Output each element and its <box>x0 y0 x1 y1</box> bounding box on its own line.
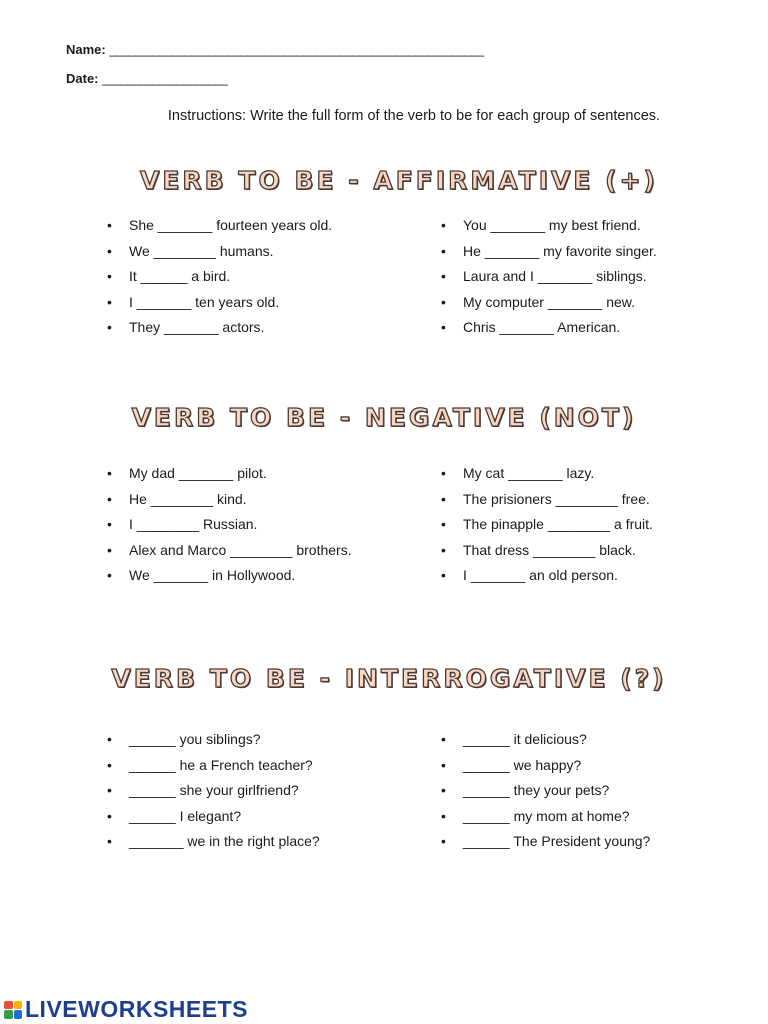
section-title-affirmative: VERB TO BE - AFFIRMATIVE (+) <box>140 166 658 195</box>
logo-square-1 <box>4 1001 13 1010</box>
list-item[interactable]: • ______ I elegant? <box>107 807 320 833</box>
list-item[interactable]: • The pinapple ________ a fruit. <box>441 515 653 541</box>
list-item[interactable]: • She _______ fourteen years old. <box>107 216 332 242</box>
list-item[interactable]: • ______ it delicious? <box>441 730 650 756</box>
affirmative-left-list <box>107 216 332 344</box>
list-item[interactable]: • Chris _______ American. <box>441 318 657 344</box>
interrogative-left-list <box>107 730 320 858</box>
liveworksheets-logo[interactable] <box>4 996 248 1023</box>
list-item[interactable]: • My computer _______ new. <box>441 293 657 319</box>
list-item[interactable]: • _______ we in the right place? <box>107 832 320 858</box>
list-item[interactable]: • He _______ my favorite singer. <box>441 242 657 268</box>
list-item[interactable]: • I ________ Russian. <box>107 515 352 541</box>
negative-right-list <box>441 464 653 592</box>
list-item[interactable]: • It ______ a bird. <box>107 267 332 293</box>
logo-square-2 <box>14 1001 23 1010</box>
name-field[interactable] <box>66 42 483 57</box>
list-item[interactable]: • ______ The President young? <box>441 832 650 858</box>
list-item[interactable]: • ______ they your pets? <box>441 781 650 807</box>
name-label: Name: <box>66 42 106 57</box>
list-item[interactable]: • They _______ actors. <box>107 318 332 344</box>
brand-text: LIVEWORKSHEETS <box>25 996 248 1022</box>
list-item[interactable]: • That dress ________ black. <box>441 541 653 567</box>
interrogative-right-list <box>441 730 650 858</box>
list-item[interactable]: • We _______ in Hollywood. <box>107 566 352 592</box>
list-item[interactable]: • ______ she your girlfriend? <box>107 781 320 807</box>
section-title-interrogative: VERB TO BE - INTERROGATIVE (?) <box>111 664 667 693</box>
instructions: Instructions: Write the full form of the verb to be for each group of sentences. <box>167 108 661 124</box>
date-field[interactable] <box>66 71 227 86</box>
list-item[interactable]: • I _______ an old person. <box>441 566 653 592</box>
negative-left-list <box>107 464 352 592</box>
list-item[interactable]: • I _______ ten years old. <box>107 293 332 319</box>
affirmative-right-list <box>441 216 657 344</box>
list-item[interactable]: • My dad _______ pilot. <box>107 464 352 490</box>
section-title-negative: VERB TO BE - NEGATIVE (NOT) <box>131 403 637 432</box>
list-item[interactable]: • ______ my mom at home? <box>441 807 650 833</box>
logo-square-4 <box>14 1010 23 1019</box>
list-item[interactable]: • The prisioners ________ free. <box>441 490 653 516</box>
liveworksheets-logo-icon <box>4 1001 22 1019</box>
list-item[interactable]: • My cat _______ lazy. <box>441 464 653 490</box>
date-line: ____________________ <box>102 71 227 86</box>
name-line: ____________________________________________________________ <box>109 42 484 57</box>
list-item[interactable]: • You _______ my best friend. <box>441 216 657 242</box>
list-item[interactable]: • ______ we happy? <box>441 756 650 782</box>
date-label: Date: <box>66 71 99 86</box>
list-item[interactable]: • Laura and I _______ siblings. <box>441 267 657 293</box>
list-item[interactable]: • He ________ kind. <box>107 490 352 516</box>
logo-square-3 <box>4 1010 13 1019</box>
list-item[interactable]: • ______ you siblings? <box>107 730 320 756</box>
list-item[interactable]: • ______ he a French teacher? <box>107 756 320 782</box>
list-item[interactable]: • We ________ humans. <box>107 242 332 268</box>
list-item[interactable]: • Alex and Marco ________ brothers. <box>107 541 352 567</box>
